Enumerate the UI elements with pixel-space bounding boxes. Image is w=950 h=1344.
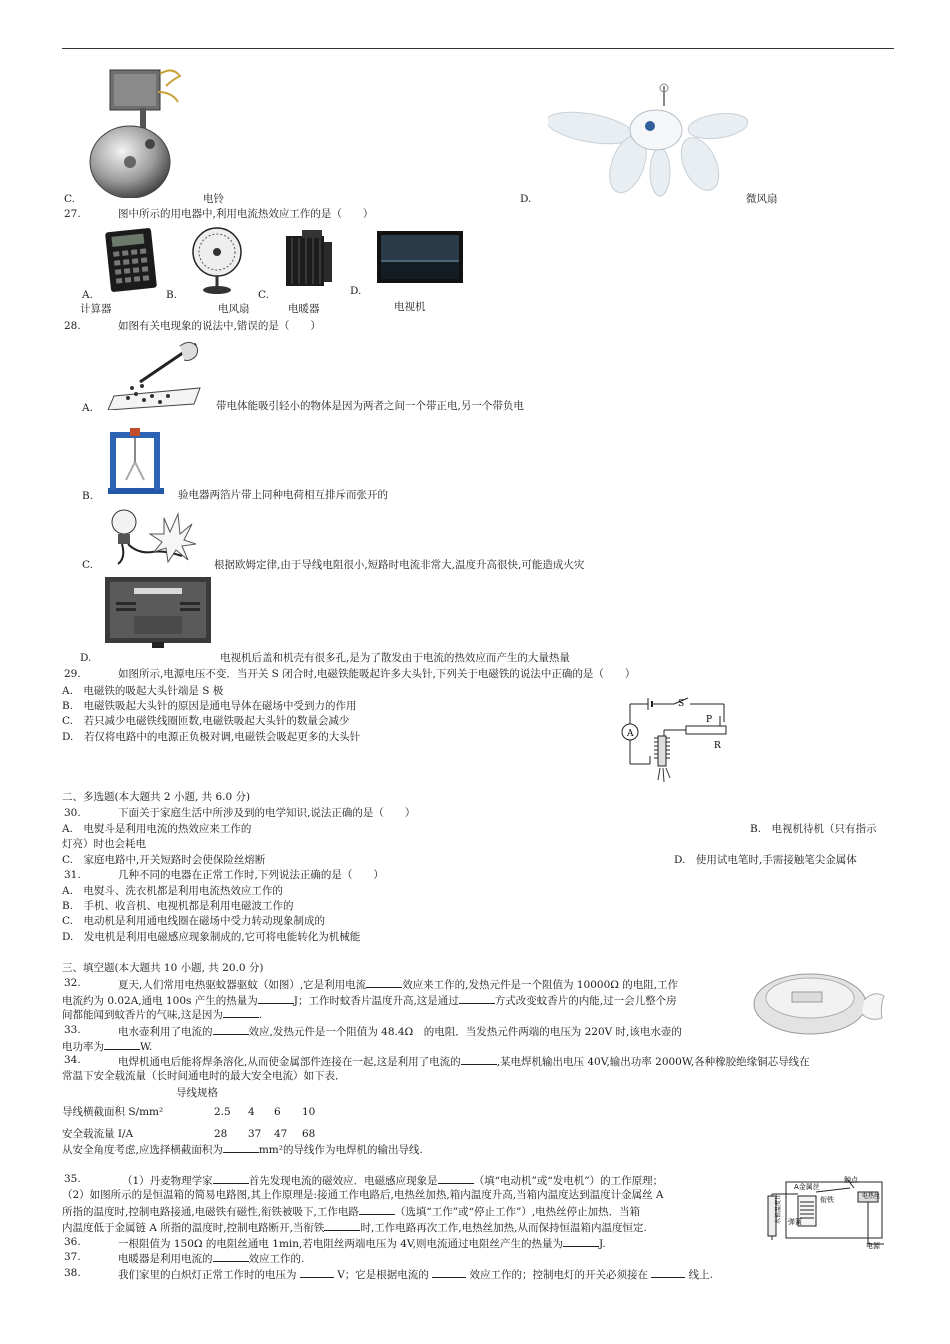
q38-number: 38.	[64, 1267, 81, 1279]
table-cell: 28	[214, 1127, 228, 1140]
q31-option-d: D. 发电机是利用电磁感应现象制成的,它可将电能转化为机械能	[62, 931, 361, 943]
wire-a-label: A金属丝	[794, 1183, 820, 1191]
q29-option-d: D. 若仅将电路中的电源正负极对调,电磁铁会吸起更多的大头针	[62, 731, 361, 743]
q28-stem: 如图有关电现象的说法中,错误的是（ ）	[118, 320, 321, 332]
q34-number: 34.	[64, 1054, 81, 1066]
q38-text-2: V；它是根据电流的	[337, 1269, 429, 1281]
q34-blank-1[interactable]	[461, 1053, 497, 1065]
q31-number: 31.	[64, 869, 81, 881]
q36-text-1: 一根阻值为 150Ω 的电阻丝通电 1min,若电阻丝两端电压为 4V,则电流通过电阻丝产生的热量为	[118, 1238, 563, 1250]
q28-option-d-text: 电视机后盖和机壳有很多孔,是为了散发由于电流的热效应而产生的大量热量	[220, 652, 570, 664]
q32-blank-3[interactable]	[459, 992, 495, 1004]
q34-blank-2[interactable]	[223, 1141, 259, 1153]
q28-option-c-text: 根据欧姆定律,由于导线电阻很小,短路时电流非常大,温度升高很快,可能造成火灾	[214, 559, 585, 571]
q38-blank-1[interactable]	[300, 1266, 334, 1278]
q28-option-b-letter: B.	[82, 490, 94, 502]
header-rule	[62, 48, 894, 49]
table-row	[62, 1119, 323, 1141]
q32-blank-4[interactable]	[223, 1006, 259, 1018]
q33-text-4: W.	[140, 1041, 153, 1053]
q32-text-4: J；工作时蚊香片温度升高,这是通过	[293, 995, 459, 1007]
q32-text-7: .	[258, 1009, 263, 1021]
calculator-image	[104, 228, 160, 292]
q27-option-a-letter: A.	[82, 289, 93, 301]
rheostat-r-label: R	[714, 741, 721, 751]
q34-line1	[118, 1053, 810, 1069]
q28-option-d-letter: D.	[80, 652, 92, 664]
q37-blank-1[interactable]	[213, 1250, 249, 1262]
wire-spec-table	[62, 1104, 323, 1141]
q26-option-d-label: 微风扇	[746, 193, 778, 205]
q34-text-2: ,某电焊机输出电压 40V,输出功率 2000W,各种橡胶绝缘铜芯导线在	[496, 1056, 810, 1068]
q33-number: 33.	[64, 1024, 81, 1036]
q38-text-1: 我们家里的白炽灯正常工作时的电压为	[118, 1269, 297, 1281]
electroscope-image	[104, 428, 166, 494]
electric-fan-image	[188, 226, 246, 296]
q30-option-b-line1: B. 电视机待机（只有指示	[750, 823, 877, 835]
q30-option-a: A. 电熨斗是利用电流的热效应来工作的	[62, 823, 252, 835]
q35-line4	[62, 1219, 647, 1235]
q35-line2: （2）如图所示的是恒温箱的简易电路图,其上作原理是:接通工作电路后,电热丝加热,箱内温度升高,当箱内温度达到温度计金属丝 A	[62, 1189, 664, 1201]
table-cell: 10	[302, 1105, 316, 1118]
q29-number: 29.	[64, 668, 81, 680]
q31-option-a: A. 电熨斗、洗衣机都是利用电流热效应工作的	[62, 885, 283, 897]
q38-blank-3[interactable]	[651, 1266, 685, 1278]
slider-p-label: P	[706, 715, 713, 725]
electromagnet-circuit-diagram	[620, 692, 732, 784]
table-cell: 68	[302, 1127, 316, 1140]
q29-stem: 如图所示,电源电压不变．当开关 S 闭合时,电磁铁能吸起许多大头针,下列关于电磁铁的说法中正确的是（ ）	[118, 668, 636, 680]
q35-blank-1[interactable]	[213, 1172, 249, 1184]
q34-text-4: 从安全角度考虑,应选择横截面积为	[62, 1144, 223, 1156]
q33-line1	[118, 1023, 682, 1039]
q26-option-d-letter: D.	[520, 193, 532, 205]
tv-back-image	[104, 576, 212, 650]
q36-blank-1[interactable]	[563, 1235, 599, 1247]
q35-text-6: （选填“工作”或“停止工作”）,电热丝停止加热．当箱	[394, 1206, 641, 1218]
q35-text-3: （填“电动机”或“发电机”）的工作原理；	[473, 1175, 664, 1187]
q38-line1	[118, 1266, 713, 1282]
q27-option-c-letter: C.	[258, 289, 269, 301]
q35-blank-3[interactable]	[359, 1203, 395, 1215]
switch-s-label: S	[678, 699, 685, 709]
section2-title: 二、多选题(本大题共 2 小题, 共 6.0 分)	[62, 791, 251, 803]
q35-blank-4[interactable]	[324, 1219, 360, 1231]
q26-option-c-letter: C.	[64, 193, 75, 205]
q29-option-c: C. 若只减少电磁铁线圈匝数,电磁铁吸起大头针的数量会减少	[62, 715, 350, 727]
q27-option-c-label: 电暖器	[288, 303, 320, 315]
q34-text-1: 电焊机通电后能将焊条溶化,从而使金属部件连接在一起,这是利用了电流的	[118, 1056, 461, 1068]
q35-text-5: 所指的温度时,控制电路接通,电磁铁有磁性,衔铁被吸下,工作电路	[62, 1206, 359, 1218]
thermostat-circuit-diagram	[758, 1174, 892, 1250]
q30-option-c: C. 家庭电路中,开关短路时会使保险丝熔断	[62, 854, 266, 866]
q33-text-3: 电功率为	[62, 1041, 104, 1053]
q27-option-a-label: 计算器	[80, 303, 112, 315]
q27-option-b-letter: B.	[166, 289, 178, 301]
q30-stem: 下面关于家庭生活中所涉及到的电学知识,说法正确的是（ ）	[118, 807, 416, 819]
contact-label: 触点	[844, 1176, 858, 1184]
q27-number: 27.	[64, 208, 81, 220]
table-row	[62, 1104, 323, 1119]
q35-text-2: 首先发现电流的磁效应．电磁感应现象是	[248, 1175, 438, 1187]
q35-text-8: 时,工作电路再次工作,电热丝加热,从而保持恒温箱内温度恒定.	[360, 1222, 647, 1234]
television-image	[376, 230, 464, 288]
mosquito-repeller-image	[752, 968, 886, 1040]
q32-line3	[62, 1006, 262, 1022]
q34-line3	[62, 1141, 423, 1157]
q36-line1	[118, 1235, 606, 1251]
q28-number: 28.	[64, 320, 81, 332]
q33-line2	[62, 1038, 152, 1054]
q28-option-a-letter: A.	[82, 402, 93, 414]
table-cell: 4	[248, 1105, 255, 1118]
ceiling-fan-image	[548, 80, 748, 198]
heater-label: 电热丝	[862, 1193, 881, 1200]
q28-option-a-text: 带电体能吸引轻小的物体是因为两者之间一个带正电,另一个带负电	[216, 400, 524, 412]
table-cell: 47	[274, 1127, 288, 1140]
q32-line1	[118, 976, 678, 992]
q37-text-1: 电暖器是利用电流的	[118, 1253, 213, 1265]
q30-option-d: D. 使用试电笔时,手需接触笔尖金属体	[674, 854, 857, 866]
q29-option-a: A. 电磁铁的吸起大头针端是 S 极	[62, 685, 224, 697]
electric-heater-image	[282, 228, 336, 290]
q33-blank-2[interactable]	[104, 1038, 140, 1050]
q28-option-c-letter: C.	[82, 559, 93, 571]
q33-text-2: 效应,发热元件是一个阻值为 48.4Ω 的电阻．当发热元件两端的电压为 220V 时,该电水壶的	[248, 1026, 682, 1038]
q34-text-5: mm²的导线作为电焊机的输出导线.	[258, 1144, 423, 1156]
q32-number: 32.	[64, 977, 81, 989]
section3-title: 三、填空题(本大题共 10 小题, 共 20.0 分)	[62, 962, 264, 974]
q29-option-b: B. 电磁铁吸起大头针的原因是通电导体在磁场中受到力的作用	[62, 700, 357, 712]
table-cell: 2.5	[214, 1105, 231, 1118]
q34-table-title: 导线规格	[176, 1087, 218, 1099]
q26-option-c-label: 电铃	[203, 193, 224, 205]
q35-line3	[62, 1203, 640, 1219]
q30-option-b-line2: 灯亮）时也会耗电	[62, 838, 146, 850]
q37-text-2: 效应工作的.	[248, 1253, 305, 1265]
q35-line1	[122, 1172, 663, 1188]
q31-option-c: C. 电动机是利用通电线圈在磁场中受力转动现象制成的	[62, 915, 325, 927]
q35-blank-2[interactable]	[438, 1172, 474, 1184]
q31-option-b: B. 手机、收音机、电视机都是利用电磁波工作的	[62, 900, 294, 912]
table-cell: 37	[248, 1127, 262, 1140]
electric-bell-image	[88, 62, 183, 198]
thermometer-label: 水银温度计	[775, 1193, 782, 1224]
q36-number: 36.	[64, 1236, 81, 1248]
q33-blank-1[interactable]	[213, 1023, 249, 1035]
q37-number: 37.	[64, 1251, 81, 1263]
q27-option-d-label: 电视机	[394, 301, 426, 313]
q32-text-6: 间都能闻到蚊香片的气味,这是因为	[62, 1009, 223, 1021]
q38-text-3: 效应工作的；控制电灯的开关必须接在	[469, 1269, 648, 1281]
q31-stem: 几种不同的电器在正常工作时,下列说法正确的是（ ）	[118, 869, 384, 881]
q32-text-2: 效应来工作的,发热元件是一个阻值为 10000Ω 的电阻,工作	[402, 979, 679, 991]
q27-stem: 图中所示的用电器中,利用电流热效应工作的是（ ）	[118, 208, 374, 220]
q38-blank-2[interactable]	[432, 1266, 466, 1278]
q32-text-3: 电流约为 0.02A,通电 100s 产生的热量为	[62, 995, 258, 1007]
q32-text-5: 方式改变蚊香片的内能,过一会儿整个房	[494, 995, 677, 1007]
q32-blank-1[interactable]	[366, 976, 402, 988]
table-row-label: 安全载流量 I/A	[62, 1128, 134, 1140]
charged-rod-image	[104, 336, 210, 410]
q33-text-1: 电水壶利用了电流的	[118, 1026, 213, 1038]
table-row-label: 导线横截面积 S/mm²	[62, 1106, 164, 1118]
q32-text-1: 夏天,人们常用电热驱蚊器驱蚊（如图）,它是利用电流	[118, 979, 367, 991]
q35-text-1: （1）丹麦物理学家	[122, 1175, 213, 1187]
q35-text-7: 内温度低于金属链 A 所指的温度时,控制电路断开,当衔铁	[62, 1222, 325, 1234]
q36-text-2: J.	[598, 1238, 606, 1250]
q34-line2: 常温下安全载流量（长时间通电时的最大安全电流）如下表．	[62, 1070, 346, 1082]
q27-option-b-label: 电风扇	[218, 303, 250, 315]
q30-number: 30.	[64, 807, 81, 819]
spring-label: 弹簧	[788, 1218, 802, 1226]
q27-option-d-letter: D.	[350, 285, 362, 297]
q35-number: 35.	[64, 1173, 81, 1185]
armature-label: 衔铁	[820, 1196, 834, 1204]
short-circuit-image	[106, 508, 196, 566]
q37-line1	[118, 1250, 304, 1266]
table-cell: 6	[274, 1105, 281, 1118]
q38-text-4: 线上.	[688, 1269, 713, 1281]
power-source-label: 电源	[866, 1242, 880, 1250]
q28-option-b-text: 验电器两箔片带上同种电荷相互排斥而张开的	[178, 489, 388, 501]
ammeter-a-label: A	[627, 729, 634, 739]
q32-blank-2[interactable]	[258, 992, 294, 1004]
